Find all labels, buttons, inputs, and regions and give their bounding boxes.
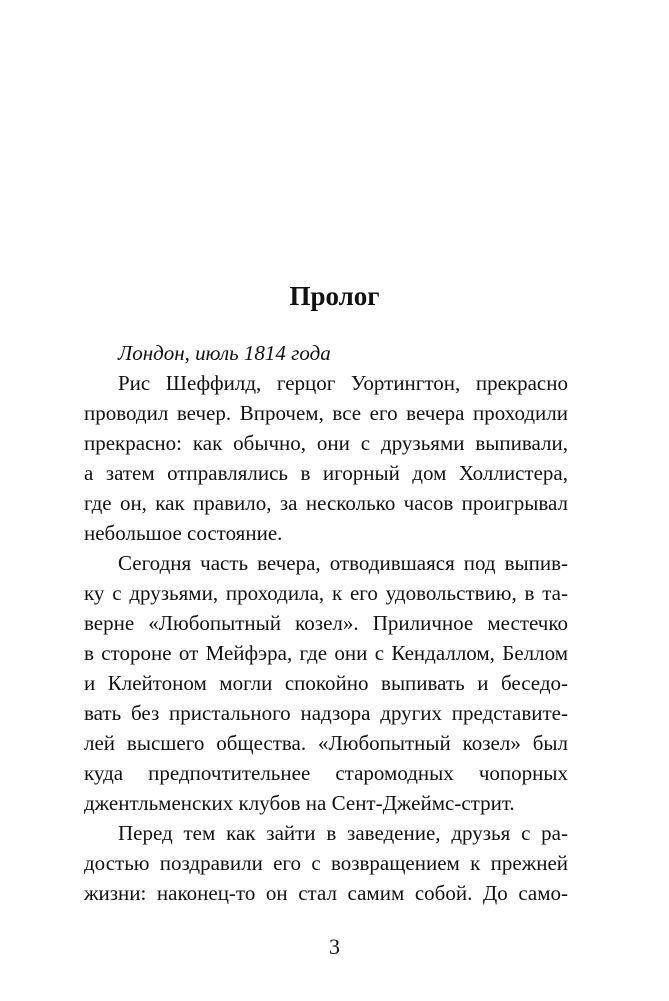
text-line: куда предпочтительнее старомодных чопорных: [84, 761, 568, 785]
text-line: жизни: наконец-то он стал самим собой. До само-: [84, 881, 568, 905]
text-line: верне «Любопытный козел». Приличное местечко: [84, 611, 568, 635]
chapter-title: Пролог: [289, 281, 380, 311]
text-line: в стороне от Мейфэра, где они с Кендаллом, Беллом: [84, 641, 568, 665]
text-line: и Клейтоном могли спокойно выпивать и беседо-: [84, 671, 568, 695]
page-number: 3: [329, 934, 340, 959]
text-line: небольшое состояние.: [84, 521, 283, 545]
chapter-location: Лондон, июль 1814 года: [118, 341, 331, 365]
text-line: вать без пристального надзора других представите-: [84, 701, 568, 725]
text-line: а затем отправлялись в игорный дом Холлистера,: [84, 461, 568, 485]
text-line: Перед тем как зайти в заведение, друзья с ра-: [118, 821, 568, 845]
text-line: где он, как правило, за несколько часов проигрывал: [84, 491, 568, 515]
text-line: джентльменских клубов на Сент-Джеймс-стрит.: [84, 791, 515, 815]
text-line: Рис Шеффилд, герцог Уортингтон, прекрасно: [118, 371, 568, 395]
text-line: проводил вечер. Впрочем, все его вечера проходили: [84, 401, 568, 425]
text-line: лей высшего общества. «Любопытный козел» был: [84, 731, 568, 755]
text-line: достью поздравили его с возвращением к прежней: [84, 851, 568, 875]
text-line: прекрасно: как обычно, они с друзьями выпивали,: [84, 431, 568, 455]
text-line: Сегодня часть вечера, отводившаяся под выпив-: [118, 551, 568, 575]
text-line: ку с друзьями, проходила, к его удовольствию, в та-: [84, 581, 568, 605]
